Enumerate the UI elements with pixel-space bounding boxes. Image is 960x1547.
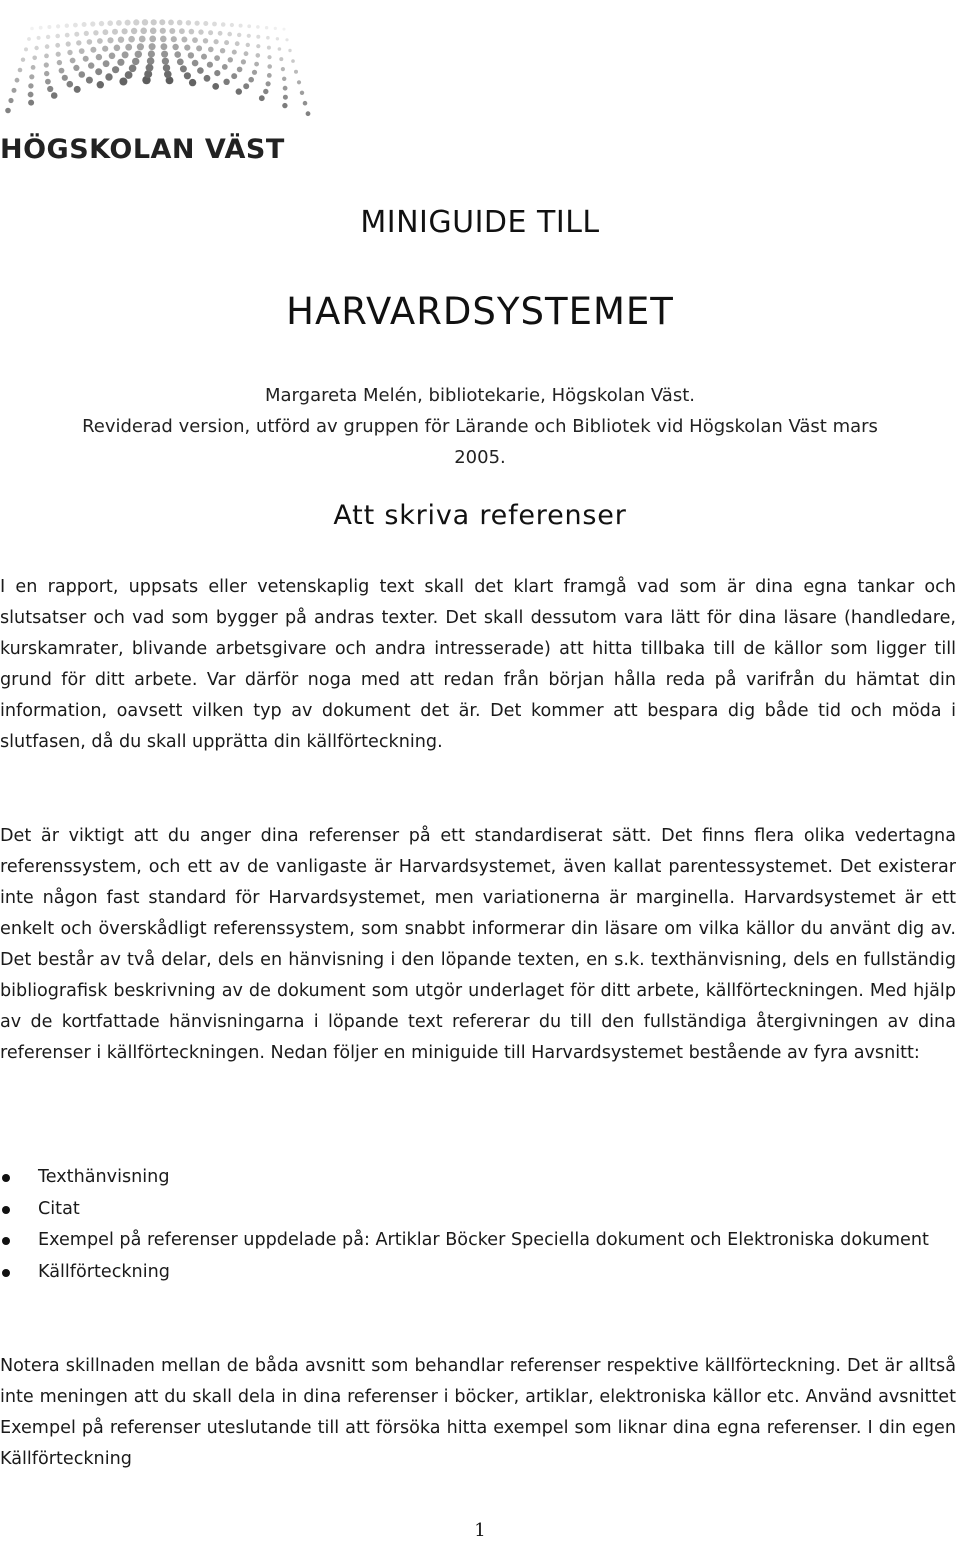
logo-dot (103, 29, 109, 35)
logo-dot (90, 21, 95, 26)
logo-dot (265, 26, 268, 29)
logo-dot (8, 98, 13, 103)
logo-dot (159, 19, 165, 25)
logo-dot (177, 20, 183, 26)
logo-dot (180, 65, 187, 72)
logo-dot (34, 46, 38, 50)
logo-dot (95, 68, 102, 75)
logo-dot (197, 67, 204, 74)
logo-dot (96, 54, 102, 60)
logo-dot (73, 65, 79, 71)
logo-dot (254, 62, 259, 67)
logo-dot (297, 80, 301, 84)
logo-dot (221, 22, 226, 27)
bullet-icon (2, 1206, 10, 1214)
logo-dot (56, 52, 61, 57)
logo-dot (303, 101, 308, 106)
logo-dot (232, 50, 237, 55)
logo-dot (125, 20, 131, 26)
logo-dot (44, 54, 49, 59)
logo-dot (112, 66, 119, 73)
logo-dot (70, 58, 76, 64)
logo-dot (148, 50, 155, 57)
list-item-text: Exempel på referenser uppdelade på: Artiklar Böcker Speciella dokument och Elektroniska dokument (38, 1230, 929, 1250)
logo-dot (239, 24, 243, 28)
logo-dot (139, 36, 146, 43)
logo-dot (122, 28, 128, 34)
logo-dot (28, 92, 34, 98)
logo-dot (24, 47, 28, 51)
bullet-icon (2, 1237, 10, 1245)
logo-dot (169, 28, 175, 34)
logo-dot (172, 44, 178, 50)
logo-dot (135, 51, 142, 58)
logo-dot (27, 37, 31, 41)
logo-dot (228, 57, 233, 62)
logo-dot (160, 36, 167, 43)
logo-dot (306, 111, 311, 116)
logo-dot (279, 57, 283, 61)
logo-dot (55, 34, 60, 39)
logo-dot (65, 33, 70, 38)
logo-dot (107, 20, 113, 26)
logo-dot (196, 45, 202, 51)
logo-dot (188, 52, 194, 58)
logo-dot (90, 47, 96, 53)
list-item (0, 1162, 956, 1194)
logo-dot (109, 53, 116, 60)
logo-dot (282, 103, 287, 108)
logo-dot (93, 30, 98, 35)
logo-dot (132, 58, 139, 65)
logo-dot (66, 41, 71, 46)
logo-dot (73, 23, 78, 28)
section-heading: Att skriva referenser (333, 500, 627, 531)
logo-dot (74, 32, 79, 37)
logo-dot (267, 73, 272, 78)
logo-dot (31, 65, 36, 70)
logo-dot (5, 108, 11, 114)
logo-dot (266, 36, 270, 40)
logo-dot (137, 43, 144, 50)
logo-dot (179, 28, 185, 34)
bullet-list (0, 1162, 956, 1288)
title-line-2: HARVARDSYSTEMET (286, 290, 674, 333)
logo-dot (291, 59, 295, 63)
logo-dot (186, 20, 191, 25)
logo-dot (30, 27, 34, 31)
logo-dot (125, 71, 133, 79)
logo-dot (174, 51, 181, 58)
list-item-text: Citat (38, 1198, 80, 1219)
logo-dot (247, 34, 251, 38)
logo-dot (56, 24, 60, 28)
logo-dot (267, 64, 272, 69)
logo-dot (256, 25, 260, 29)
paragraph-1: I en rapport, uppsats eller vetenskaplig text skall det klart framgå vad som är dina egna tankar och slutsatser och vad som bygger på andras texter. Det skall dessutom vara lätt för dina läsare (handledare, kurskamrater, blivande arbetsgivare och andra intresserade) att hitta tillbaka till de källor som ligger till grund för ditt arbete. Var därför noga med att redan från början hålla reda på varifrån du hämtat din information, oavsett vilken typ av dokument det är. Det kommer att bespara dig både tid och möda i slutfasen, då du skall upprätta din källförteckning. (0, 577, 956, 752)
logo-dot (208, 30, 213, 35)
paragraph-3: Notera skillnaden mellan de båda avsnitt som behandlar referenser respektive källförteckning. Det är alltså inte meningen att du skall dela in dina referenser i böcker, artiklar, elektroniska källor etc. Använd avsnittet Exempel på referenser uteslutande till att försöka hitta exempel som liknar dina egna referenser. I din egen Källförteckning (0, 1356, 956, 1469)
logo-dot (39, 26, 43, 30)
logo-dot (97, 38, 103, 44)
logo-dot (184, 45, 190, 51)
hogskolan-vast-logo (0, 0, 330, 172)
logo-dot (189, 29, 195, 35)
logo-dot (44, 71, 49, 76)
logo-dot (119, 78, 127, 86)
logo-dot (241, 59, 246, 64)
logo-dot (102, 46, 108, 52)
logo-dot (88, 62, 94, 68)
logo-dot (212, 22, 217, 27)
logo-dot (177, 59, 184, 66)
logo-dot (15, 78, 20, 83)
logo-dot (189, 79, 196, 86)
list-item (0, 1257, 956, 1289)
logo-dot (282, 77, 286, 81)
byline-author: Margareta Melén, bibliotekarie, Högskolan Väst. (265, 385, 695, 406)
byline-revision: Reviderad version, utförd av gruppen för Lärande och Bibliotek vid Högskolan Väst mars (82, 416, 878, 437)
logo-dot (86, 77, 93, 84)
logo-dot (168, 20, 174, 26)
logo-dot (74, 86, 81, 93)
logo-dot (212, 83, 219, 90)
logo-dot (65, 24, 69, 28)
logo-dot (171, 36, 177, 42)
logo-dot (87, 39, 93, 45)
logo-dot (214, 70, 220, 76)
logo-dot (107, 37, 113, 43)
logo-dot (12, 88, 17, 93)
logo-dot (45, 44, 50, 49)
paragraph-2: Det är viktigt att du anger dina referenser på ett standardiserat sätt. Det finns flera olika vedertagna referenssystem, och ett av de vanligaste är Harvardsystemet, även kallat parentessystemet. Det existerar inte någon fast standard för Harvardsystemet, men variationerna är marginella. Harvardsystemet är ett enkelt och överskådligt referenssystem, som snabbt informerar din läsare om vilka källor du använt dig av. Det består av två delar, dels en hänvisning i den löpande texten, en s.k. texthänvisning, dels en fullständig bibliografisk beskrivning av de dokument som utgör underlaget för ditt arbete, källförteckningen. Med hjälp av de kortfattade hänvisningarna i löpande text refererar du till den fullständiga återgivningen av dina referenser i källförteckningen. Nedan följer en miniguide till Harvardsystemet bestående av fyra avsnitt: (0, 826, 956, 1063)
logo-dot (142, 19, 148, 25)
logo-dot (122, 51, 129, 58)
logo-dot (79, 71, 86, 78)
logo-dot (140, 28, 147, 35)
list-item (0, 1194, 956, 1226)
logo-dot (82, 22, 87, 27)
logo-dot (224, 40, 229, 45)
logo-dot (84, 31, 89, 36)
logo-dot (252, 70, 257, 75)
logo-dot (163, 64, 170, 71)
byline-year: 2005. (454, 447, 506, 468)
logo-dot (29, 74, 34, 79)
logo-dot (227, 32, 232, 37)
logo-dot (201, 54, 207, 60)
logo-dot (79, 48, 85, 54)
logo-dot (46, 35, 50, 39)
logo-dot (105, 73, 112, 80)
logo-dot (281, 67, 285, 71)
logo-text: HÖGSKOLAN VÄST (0, 134, 285, 165)
logo-dot (274, 27, 277, 30)
list-item-text: Källförteckning (38, 1261, 170, 1282)
logo-dot (218, 31, 223, 36)
logo-dot (67, 50, 72, 55)
logo-dot (117, 59, 124, 66)
logo-dot (37, 36, 41, 40)
logo-dot (62, 75, 68, 81)
logo-dot (129, 65, 137, 73)
logo-dot (294, 70, 298, 74)
logo-dot (67, 81, 74, 88)
dot-wave-logo-icon (0, 0, 330, 140)
logo-dot (259, 95, 265, 101)
logo-dot (112, 29, 118, 35)
logo-dot (235, 41, 240, 46)
bullet-icon (2, 1269, 10, 1277)
logo-dot (47, 25, 51, 29)
logo-dot (236, 88, 242, 94)
logo-dot (18, 68, 23, 73)
logo-dot (203, 21, 208, 26)
bullet-icon (2, 1174, 10, 1182)
logo-dot (184, 72, 191, 79)
page-number: 1 (474, 1520, 486, 1541)
logo-dot (247, 24, 251, 28)
logo-dot (246, 43, 250, 47)
logo-dot (160, 28, 166, 34)
logo-dot (21, 58, 25, 62)
logo-dot (195, 21, 200, 26)
logo-dot (45, 79, 51, 85)
logo-dot (32, 56, 37, 61)
logo-dot (248, 77, 254, 83)
logo-dot (267, 55, 271, 59)
logo-dot (125, 44, 132, 51)
logo-dot (220, 48, 225, 53)
logo-dot (283, 86, 288, 91)
logo-dot (230, 23, 234, 27)
logo-dot (181, 37, 187, 43)
logo-dot (146, 64, 154, 72)
logo-dot (57, 60, 62, 65)
logo-dot (131, 28, 137, 34)
logo-dot (118, 37, 124, 43)
logo-dot (116, 20, 122, 26)
title-line-1: MINIGUIDE TILL (360, 205, 600, 240)
logo-dot (283, 95, 288, 100)
logo-dot (288, 49, 291, 52)
logo-dot (223, 79, 229, 85)
logo-dot (97, 81, 104, 88)
logo-dot (208, 47, 214, 53)
logo-dot (214, 39, 219, 44)
logo-dot (244, 51, 249, 56)
logo-dot (164, 71, 172, 79)
logo-dot (99, 21, 104, 26)
logo-dot (256, 35, 260, 39)
logo-dot (103, 60, 110, 67)
logo-dot (28, 83, 33, 88)
logo-dot (300, 91, 304, 95)
logo-dot (267, 46, 271, 50)
logo-dot (161, 43, 168, 50)
list-item-text: Texthänvisning (38, 1167, 170, 1187)
logo-dot (237, 33, 241, 37)
logo-dot (207, 62, 213, 68)
logo-dot (59, 68, 65, 74)
logo-dot (28, 100, 34, 106)
logo-dot (214, 55, 220, 61)
logo-dot (47, 86, 53, 92)
logo-dot (128, 36, 135, 43)
logo-dot (114, 45, 121, 52)
logo-dot (51, 92, 58, 99)
logo-dot (192, 60, 199, 67)
logo-dot (133, 19, 139, 25)
logo-dot (278, 47, 282, 51)
logo-dot (162, 58, 169, 65)
logo-dot (44, 62, 49, 67)
logo-dot (149, 36, 156, 43)
list-item (0, 1225, 956, 1257)
logo-dot (198, 29, 203, 34)
logo-dot (203, 38, 208, 43)
logo-dot (255, 53, 260, 58)
logo-dot (243, 83, 249, 89)
logo-dot (237, 67, 243, 73)
logo-dot (285, 38, 288, 41)
byline (0, 380, 960, 473)
logo-dot (150, 28, 157, 35)
logo-dot (231, 73, 237, 79)
logo-dot (83, 56, 89, 62)
logo-dot (147, 57, 155, 65)
logo-dot (192, 37, 198, 43)
logo-dot (222, 64, 228, 70)
logo-dot (204, 75, 211, 82)
logo-dot (266, 81, 271, 86)
logo-dot (161, 51, 168, 58)
logo-dot (151, 19, 157, 25)
logo-dot (55, 43, 60, 48)
logo-dot (283, 28, 286, 31)
logo-dot (263, 89, 268, 94)
logo-dot (276, 37, 279, 40)
logo-dot (76, 40, 81, 45)
logo-dot (256, 44, 260, 48)
logo-dot (149, 43, 156, 50)
